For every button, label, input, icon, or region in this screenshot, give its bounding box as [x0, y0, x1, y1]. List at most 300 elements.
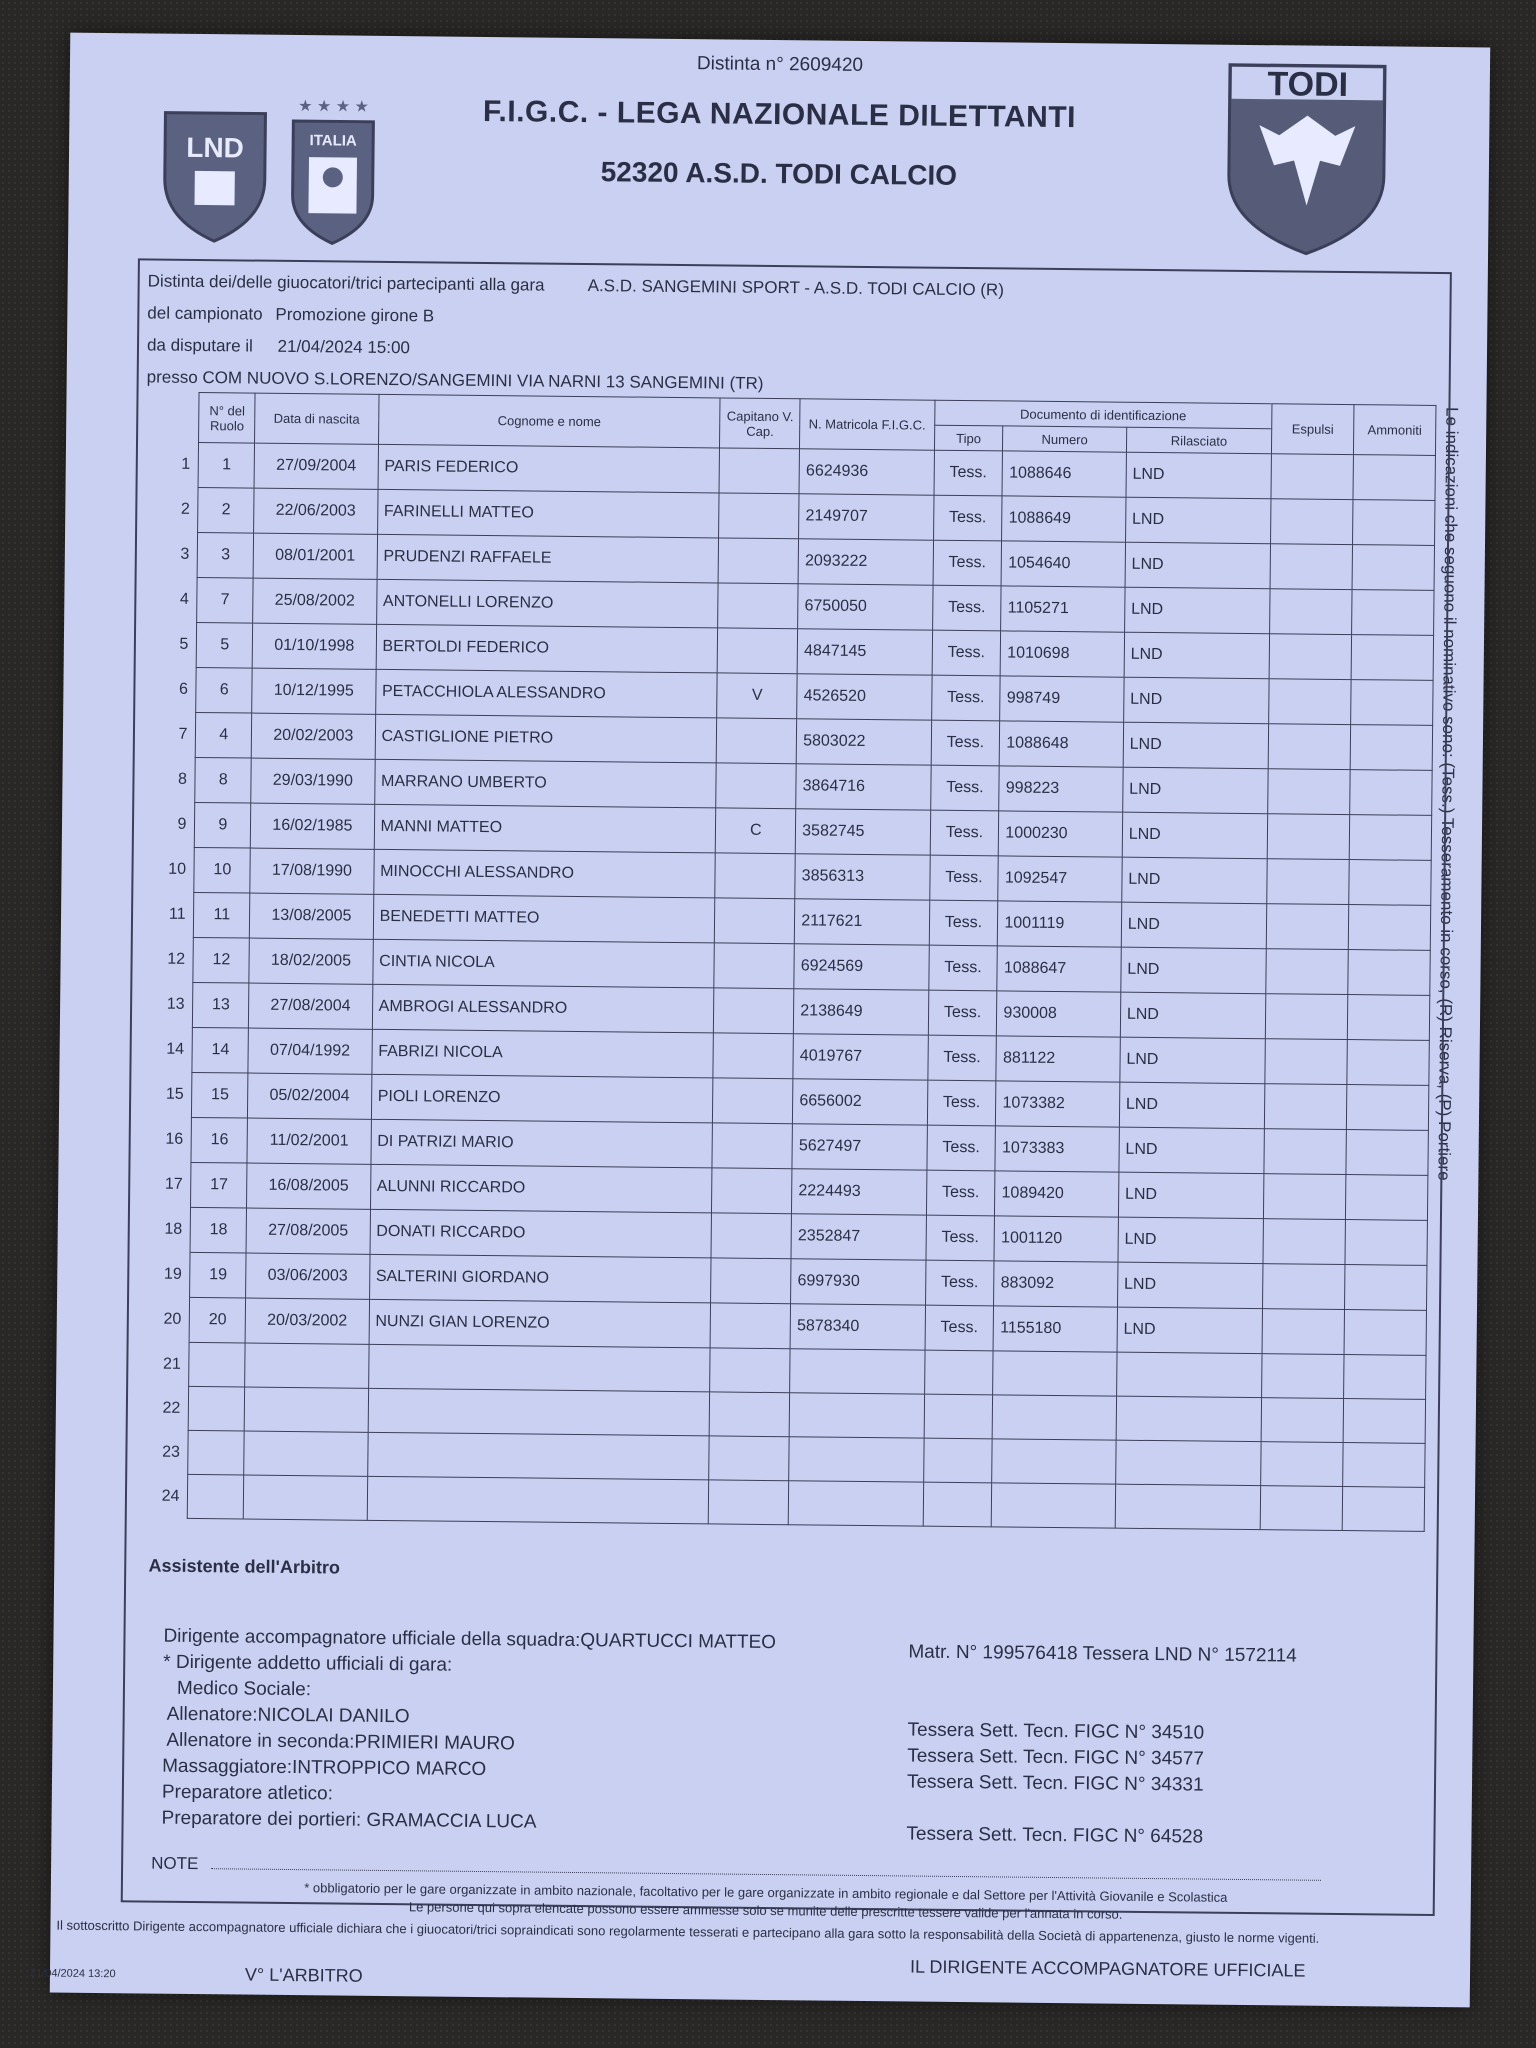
dirigente-signature-label: IL DIRIGENTE ACCOMPAGNATORE UFFICIALE [909, 1956, 1306, 1981]
note-label: NOTE [151, 1853, 199, 1874]
col-nome: Cognome e nome [378, 394, 720, 448]
cell-ruolo: 9 [195, 802, 251, 848]
cell-nascita: 27/08/2005 [246, 1208, 370, 1254]
cell-tipo: Tess. [928, 945, 997, 991]
cell-numero: 1105271 [1001, 586, 1125, 632]
cell-ammoniti [1347, 995, 1429, 1041]
staff-addetto: * Dirigente addetto ufficiali di gara: [163, 1651, 453, 1676]
cell-ammoniti [1347, 1040, 1429, 1086]
cell-ammoniti [1348, 905, 1430, 951]
legend-note: Le indicazioni che seguono il nominativo sono: (Tess.) Tesseramento in corso, (R) Riserva, (P) Portiere [1434, 407, 1462, 1181]
cell-nascita: 17/08/1990 [250, 848, 374, 894]
staff-allenatore: Allenatore:NICOLAI DANILO [166, 1703, 410, 1728]
staff-medico: Medico Sociale: [176, 1677, 312, 1701]
print-timestamp: 21/04/2024 13:20 [29, 1967, 116, 1981]
staff-block [161, 1624, 776, 1838]
cell-ammoniti [1345, 1220, 1427, 1266]
cell-nome: PRUDENZI RAFFAELE [377, 534, 719, 583]
match-info [146, 265, 1005, 399]
empty-cell [992, 1483, 1116, 1528]
cell-ruolo: 10 [194, 847, 250, 893]
cell-nascita: 18/02/2005 [249, 938, 373, 984]
cell-tipo: Tess. [933, 540, 1002, 586]
row-number: 23 [162, 1443, 181, 1461]
cell-ril: LND [1124, 587, 1270, 634]
cell-ruolo: 3 [198, 532, 254, 578]
cell-ril: LND [1123, 722, 1269, 769]
cell-numero: 1088648 [1000, 721, 1124, 767]
empty-cell [789, 1437, 924, 1482]
cell-matricola: 3582745 [795, 809, 930, 855]
cell-ruolo: 19 [190, 1252, 246, 1298]
distinta-number: Distinta n° 2609420 [696, 53, 864, 76]
cell-matricola: 2138649 [794, 989, 929, 1035]
col-tipo: Tipo [934, 425, 1003, 451]
label-championship: del campionato [147, 303, 263, 324]
cell-matricola: 2093222 [798, 539, 933, 585]
cell-nome: ALUNNI RICCARDO [370, 1164, 712, 1213]
cell-ruolo: 18 [191, 1207, 247, 1253]
cell-matricola: 3864716 [796, 764, 931, 810]
players-table [135, 391, 1437, 1531]
empty-cell [993, 1395, 1117, 1440]
cell-nascita: 08/01/2001 [253, 533, 377, 579]
empty-cell [924, 1350, 993, 1395]
cell-ammoniti [1349, 815, 1431, 861]
cell-ruolo: 15 [192, 1072, 248, 1118]
empty-cell [788, 1481, 923, 1526]
cell-ril: LND [1126, 452, 1272, 499]
empty-cell [923, 1482, 992, 1527]
empty-cell [368, 1344, 710, 1392]
cell-matricola: 5627497 [792, 1124, 927, 1170]
federation-title: F.I.G.C. - LEGA NAZIONALE DILETTANTI [482, 94, 1077, 135]
cell-tipo: Tess. [929, 855, 998, 901]
todi-logo [1218, 55, 1395, 257]
staff-cards [906, 1639, 1297, 1851]
empty-cell [709, 1480, 789, 1525]
col-documento: Documento di identificazione [934, 400, 1272, 429]
cell-nascita: 05/02/2004 [248, 1073, 372, 1119]
empty-cell [189, 1342, 245, 1387]
row-number: 11 [168, 905, 186, 923]
cell-espulsi [1265, 1039, 1347, 1085]
cell-numero: 1155180 [993, 1306, 1117, 1352]
cell-espulsi [1270, 589, 1352, 635]
match-date: 21/04/2024 15:00 [277, 336, 411, 358]
venue: COM NUOVO S.LORENZO/SANGEMINI VIA NARNI 13 SANGEMINI (TR) [202, 368, 764, 393]
cell-tipo: Tess. [926, 1125, 995, 1171]
cell-ammoniti [1346, 1130, 1428, 1176]
cell-numero: 1073382 [996, 1081, 1120, 1127]
row-number: 20 [163, 1310, 182, 1328]
lnd-logo [158, 109, 271, 245]
cell-ril: LND [1122, 812, 1268, 859]
cell-cap [712, 1168, 792, 1214]
cell-nome: BERTOLDI FEDERICO [376, 624, 718, 673]
cell-nome: MARRANO UMBERTO [374, 759, 716, 808]
cell-nascita: 25/08/2002 [253, 578, 377, 624]
svg-text:★ ★ ★ ★: ★ ★ ★ ★ [298, 98, 369, 116]
empty-cell [1260, 1486, 1342, 1531]
col-ammoniti: Ammoniti [1353, 405, 1436, 456]
cell-ril: LND [1121, 902, 1267, 949]
row-number: 8 [177, 770, 188, 788]
cell-tipo: Tess. [928, 990, 997, 1036]
cell-numero: 1000230 [999, 811, 1123, 857]
cell-tipo: Tess. [930, 810, 999, 856]
cell-tipo: Tess. [931, 720, 1000, 766]
empty-cell [189, 1386, 245, 1431]
cell-matricola: 4526520 [797, 674, 932, 720]
cell-ruolo: 2 [198, 487, 254, 533]
empty-cell [1344, 1355, 1426, 1400]
cell-espulsi [1270, 544, 1352, 590]
cell-cap [717, 718, 797, 764]
declaration: Il sottoscritto Dirigente accompagnatore ufficiale dichiara che i giuocatori/trici sopraindicati sono regolarmente tesserati e partecipano alla gara sotto la responsabilità della Società di appartenenza, giusto le norme vigenti. [56, 1917, 1320, 1946]
cell-numero: 1001120 [994, 1216, 1118, 1262]
cell-ruolo: 5 [197, 622, 253, 668]
cell-nome: PIOLI LORENZO [371, 1074, 713, 1123]
cell-ruolo: 12 [193, 937, 249, 983]
cell-espulsi [1269, 679, 1351, 725]
cell-ammoniti [1344, 1310, 1426, 1356]
label-date: da disputare il [146, 335, 253, 356]
staff-massaggiatore: Massaggiatore:INTROPPICO MARCO [162, 1755, 487, 1781]
cell-nome: ANTONELLI LORENZO [376, 579, 718, 628]
cell-ammoniti [1352, 545, 1434, 591]
empty-cell [244, 1387, 368, 1432]
col-numero: Numero [1003, 426, 1127, 452]
row-number: 13 [166, 995, 185, 1013]
row-number: 24 [161, 1487, 180, 1505]
cell-numero: 1088646 [1002, 451, 1126, 497]
label-venue: presso [146, 367, 198, 387]
cell-numero: 1092547 [998, 856, 1122, 902]
empty-cell [993, 1351, 1117, 1396]
cell-espulsi [1267, 859, 1349, 905]
cell-ammoniti [1351, 635, 1433, 681]
cell-nome: FABRIZI NICOLA [372, 1029, 714, 1078]
cell-tipo: Tess. [926, 1215, 995, 1261]
italia-logo [286, 95, 380, 246]
svg-text:TODI: TODI [1267, 65, 1349, 105]
cell-ril: LND [1117, 1307, 1263, 1354]
empty-cell [188, 1474, 244, 1519]
club-title: 52320 A.S.D. TODI CALCIO [600, 156, 958, 191]
row-number: 22 [162, 1399, 181, 1417]
cell-cap [711, 1258, 791, 1304]
team-sheet [29, 33, 1490, 2008]
cell-numero: 1054640 [1001, 541, 1125, 587]
empty-cell [1262, 1354, 1344, 1399]
row-number: 15 [165, 1085, 184, 1103]
cell-matricola: 6656002 [793, 1079, 928, 1125]
cell-ril: LND [1122, 857, 1268, 904]
cell-matricola: 5878340 [790, 1304, 925, 1350]
staff-preparatore: Preparatore atletico: [161, 1781, 334, 1805]
cell-cap [714, 943, 794, 989]
cell-numero: 1073383 [995, 1126, 1119, 1172]
card-portieri: Tessera Sett. Tecn. FIGC N° 64528 [906, 1823, 1204, 1848]
cell-tipo: Tess. [927, 1080, 996, 1126]
cell-espulsi [1268, 724, 1350, 770]
cell-tipo: Tess. [926, 1170, 995, 1216]
cell-ril: LND [1120, 1037, 1266, 1084]
row-number: 5 [179, 635, 189, 653]
cell-espulsi [1271, 454, 1353, 500]
cell-cap [713, 1033, 793, 1079]
cell-matricola: 5803022 [796, 719, 931, 765]
cell-ruolo: 4 [196, 712, 252, 758]
empty-cell [367, 1432, 709, 1480]
staff-allenatore2: Allenatore in seconda:PRIMIERI MAURO [166, 1729, 515, 1755]
empty-cell [1115, 1440, 1261, 1486]
cell-nome: NUNZI GIAN LORENZO [369, 1299, 711, 1348]
empty-cell [243, 1475, 367, 1520]
cell-matricola: 3856313 [795, 854, 930, 900]
cell-nascita: 20/02/2003 [251, 713, 375, 759]
empty-cell [1343, 1399, 1425, 1444]
col-capitano: Capitano V. Cap. [720, 398, 800, 449]
footnote-ammissione: Le persone qui sopra elencate possono essere ammesse solo se munite delle prescritte tessere valide per l'annata in corso. [408, 1899, 1123, 1922]
cell-ril: LND [1118, 1217, 1264, 1264]
cell-numero: 998749 [1000, 676, 1124, 722]
cell-matricola: 2117621 [795, 899, 930, 945]
cell-matricola: 6997930 [791, 1259, 926, 1305]
cell-espulsi [1266, 904, 1348, 950]
cell-tipo: Tess. [925, 1305, 994, 1351]
cell-ruolo: 16 [191, 1117, 247, 1163]
cell-nome: MINOCCHI ALESSANDRO [373, 849, 715, 898]
cell-espulsi [1265, 994, 1347, 1040]
assistente-label: Assistente dell'Arbitro [148, 1555, 341, 1578]
cell-nome: DONATI RICCARDO [370, 1209, 712, 1258]
empty-cell [1116, 1352, 1262, 1398]
cell-nascita: 07/04/1992 [248, 1028, 372, 1074]
arbitro-signature-label: V° L'ARBITRO [244, 1964, 363, 1986]
empty-cell [1115, 1484, 1261, 1530]
cell-ril: LND [1119, 1127, 1265, 1174]
row-number: 4 [179, 590, 189, 608]
svg-text:ITALIA: ITALIA [309, 132, 357, 150]
cell-ril: LND [1121, 947, 1267, 994]
cell-espulsi [1267, 814, 1349, 860]
row-number: 12 [167, 950, 186, 968]
row-number: 17 [164, 1175, 183, 1193]
cell-tipo: Tess. [934, 450, 1003, 496]
cell-nascita: 27/09/2004 [254, 443, 378, 489]
card-allenatore: Tessera Sett. Tecn. FIGC N° 34510 [907, 1719, 1205, 1744]
cell-cap: C [716, 808, 796, 854]
row-number: 14 [166, 1040, 185, 1058]
cell-tipo: Tess. [931, 675, 1000, 721]
cell-cap [711, 1303, 791, 1349]
cell-matricola: 6750050 [798, 584, 933, 630]
cell-tipo: Tess. [932, 630, 1001, 676]
empty-cell [244, 1431, 368, 1476]
cell-nascita: 27/08/2004 [249, 983, 373, 1029]
cell-ril: LND [1125, 497, 1271, 544]
empty-cell [992, 1439, 1116, 1484]
cell-numero: 1010698 [1000, 631, 1124, 677]
empty-cell [709, 1436, 789, 1481]
cell-numero: 930008 [997, 991, 1121, 1037]
empty-cell [923, 1438, 992, 1483]
cell-numero: 1089420 [995, 1171, 1119, 1217]
cell-cap [716, 763, 796, 809]
cell-nascita: 29/03/1990 [251, 758, 375, 804]
empty-cell [245, 1343, 369, 1388]
row-number: 16 [165, 1130, 184, 1148]
col-rilasciato: Rilasciato [1126, 427, 1272, 454]
cell-ril: LND [1118, 1172, 1264, 1219]
cell-nome: AMBROGI ALESSANDRO [372, 984, 714, 1033]
cell-matricola: 6624936 [799, 449, 934, 495]
row-number: 10 [168, 860, 187, 878]
cell-nome: BENEDETTI MATTEO [373, 894, 715, 943]
cell-espulsi [1269, 634, 1351, 680]
cell-ammoniti [1350, 770, 1432, 816]
match-teams: A.S.D. SANGEMINI SPORT - A.S.D. TODI CALCIO (R) [587, 276, 1005, 300]
cell-ruolo: 20 [190, 1297, 246, 1343]
empty-cell [1116, 1396, 1262, 1442]
row-number: 6 [178, 680, 188, 698]
cell-cap [715, 853, 795, 899]
cell-nome: MANNI MATTEO [374, 804, 716, 853]
cell-cap [718, 583, 798, 629]
cell-ril: LND [1120, 992, 1266, 1039]
cell-nome: CINTIA NICOLA [372, 939, 714, 988]
cell-ammoniti [1352, 500, 1434, 546]
cell-ruolo: 11 [194, 892, 250, 938]
cell-cap [719, 538, 799, 584]
cell-cap [711, 1213, 791, 1259]
cell-ammoniti [1353, 455, 1435, 501]
empty-cell [368, 1388, 710, 1436]
cell-cap [714, 988, 794, 1034]
cell-ril: LND [1119, 1082, 1265, 1129]
cell-nome: PARIS FEDERICO [378, 444, 720, 493]
empty-cell [710, 1348, 790, 1393]
svg-text:LND: LND [186, 131, 245, 164]
cell-nascita: 01/10/1998 [252, 623, 376, 669]
cell-cap [715, 898, 795, 944]
cell-ammoniti [1350, 725, 1432, 771]
row-number: 9 [177, 815, 187, 833]
empty-cell [790, 1349, 925, 1394]
cell-ammoniti [1346, 1085, 1428, 1131]
cell-espulsi [1262, 1309, 1344, 1355]
row-number: 7 [178, 725, 188, 743]
cell-cap [712, 1123, 792, 1169]
cell-ruolo: 13 [193, 982, 249, 1028]
cell-cap [720, 448, 800, 494]
empty-cell [1343, 1443, 1425, 1488]
cell-ammoniti [1348, 950, 1430, 996]
cell-nascita: 13/08/2005 [250, 893, 374, 939]
row-number: 3 [180, 545, 190, 563]
empty-cell [367, 1476, 709, 1524]
cell-nascita: 03/06/2003 [246, 1253, 370, 1299]
cell-matricola: 2352847 [791, 1214, 926, 1260]
empty-cell [1342, 1487, 1424, 1532]
cell-cap [718, 628, 798, 674]
footnote-obbligatorio: * obbligatorio per le gare organizzate in ambito nazionale, facoltativo per le gare organizzate in ambito regionale e dal Settore per l'Attività Giovanile e Scolastica [304, 1880, 1228, 1905]
staff-dirigente: Dirigente accompagnatore ufficiale della squadra:QUARTUCCI MATTEO [163, 1625, 777, 1654]
empty-cell [789, 1393, 924, 1438]
cell-nome: CASTIGLIONE PIETRO [375, 714, 717, 763]
cell-nome: SALTERINI GIORDANO [369, 1254, 711, 1303]
cell-nascita: 16/02/1985 [250, 803, 374, 849]
cell-espulsi [1264, 1129, 1346, 1175]
row-number: 19 [163, 1265, 182, 1283]
cell-ammoniti [1344, 1265, 1426, 1311]
cell-ammoniti [1351, 680, 1433, 726]
cell-tipo: Tess. [925, 1260, 994, 1306]
row-number: 18 [164, 1220, 183, 1238]
cell-tipo: Tess. [933, 495, 1002, 541]
cell-cap: V [717, 673, 797, 719]
card-massaggiatore: Tessera Sett. Tecn. FIGC N° 34331 [906, 1771, 1204, 1796]
cell-espulsi [1263, 1264, 1345, 1310]
cell-ruolo: 17 [191, 1162, 247, 1208]
cell-matricola: 2149707 [799, 494, 934, 540]
cell-ril: LND [1117, 1262, 1263, 1309]
col-matricola: N. Matricola F.I.G.C. [800, 399, 935, 450]
empty-cell [710, 1392, 790, 1437]
cell-ril: LND [1124, 632, 1270, 679]
cell-numero: 1088649 [1002, 496, 1126, 542]
cell-ril: LND [1123, 677, 1269, 724]
empty-cell [1261, 1442, 1343, 1487]
empty-cell [188, 1430, 244, 1475]
cell-espulsi [1266, 949, 1348, 995]
cell-nascita: 16/08/2005 [247, 1163, 371, 1209]
cell-espulsi [1263, 1219, 1345, 1265]
cell-ruolo: 14 [192, 1027, 248, 1073]
cell-tipo: Tess. [932, 585, 1001, 631]
row-number: 2 [180, 500, 190, 518]
cell-numero: 881122 [996, 1036, 1120, 1082]
label-match: Distinta dei/delle giuocatori/trici partecipanti alla gara [147, 271, 545, 295]
cell-ruolo: 1 [199, 442, 255, 488]
cell-matricola: 6924569 [794, 944, 929, 990]
cell-espulsi [1264, 1084, 1346, 1130]
cell-nome: PETACCHIOLA ALESSANDRO [375, 669, 717, 718]
cell-ammoniti [1345, 1175, 1427, 1221]
championship: Promozione girone B [275, 304, 435, 326]
dirigente-matricola: Matr. N° 199576418 Tessera LND N° 1572114 [908, 1641, 1297, 1667]
cell-numero: 998223 [999, 766, 1123, 812]
cell-nascita: 20/03/2002 [245, 1298, 369, 1344]
row-number: 21 [162, 1355, 181, 1373]
col-nascita: Data di nascita [255, 393, 379, 444]
cell-tipo: Tess. [929, 900, 998, 946]
cell-espulsi [1271, 499, 1353, 545]
cell-ril: LND [1125, 542, 1271, 589]
cell-nome: FARINELLI MATTEO [377, 489, 719, 538]
cell-numero: 883092 [994, 1261, 1118, 1307]
cell-cap [713, 1078, 793, 1124]
col-ruolo: N° del Ruolo [199, 392, 255, 443]
empty-cell [1261, 1398, 1343, 1443]
cell-ril: LND [1122, 767, 1268, 814]
cell-matricola: 4019767 [793, 1034, 928, 1080]
cell-espulsi [1268, 769, 1350, 815]
cell-tipo: Tess. [927, 1035, 996, 1081]
row-number: 1 [181, 455, 191, 473]
